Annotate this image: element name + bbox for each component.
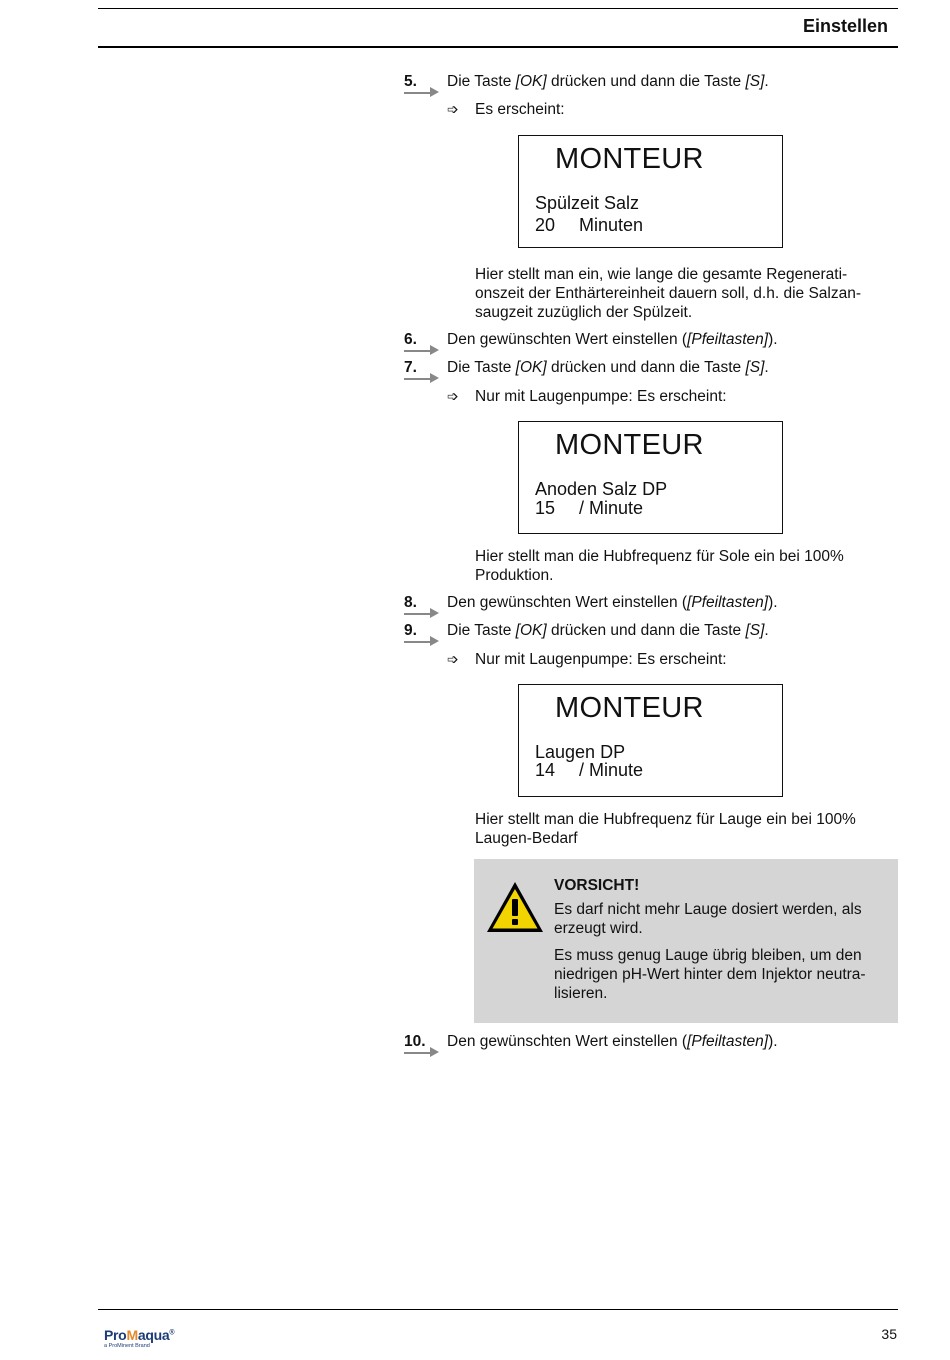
step-number: 9. bbox=[404, 622, 417, 639]
explanation-3 bbox=[475, 810, 895, 848]
step-underline bbox=[404, 1052, 430, 1054]
display-value: 14 bbox=[535, 760, 556, 780]
step-underline bbox=[404, 350, 430, 352]
text-line: erzeugt wird. bbox=[554, 920, 643, 937]
step-text: Den gewünschten Wert einstellen ([Pfeiltasten]). bbox=[447, 1033, 778, 1050]
display-value-line bbox=[535, 498, 644, 519]
step-text: Den gewünschten Wert einstellen ([Pfeiltasten]). bbox=[447, 331, 778, 348]
caution-box bbox=[474, 859, 898, 1023]
lcd-display-1 bbox=[518, 135, 783, 248]
text-line: Hier stellt man die Hubfrequenz für Lauge ein bei 100% bbox=[475, 811, 856, 828]
step-number: 7. bbox=[404, 359, 417, 376]
step-number: 6. bbox=[404, 331, 417, 348]
result-text: Nur mit Laugenpumpe: Es erscheint: bbox=[475, 388, 727, 405]
text-line: lisieren. bbox=[554, 985, 608, 1002]
display-unit: / Minute bbox=[579, 498, 644, 518]
text-line: Es muss genug Lauge übrig bleiben, um den bbox=[554, 947, 862, 964]
text-line: niedrigen pH-Wert hinter dem Injektor neutra- bbox=[554, 966, 866, 983]
result-arrow-icon: ➩ bbox=[447, 651, 459, 667]
step-number: 8. bbox=[404, 594, 417, 611]
section-title: Einstellen bbox=[802, 16, 888, 36]
header-bottom-rule bbox=[98, 46, 898, 48]
display-value: 15 bbox=[535, 498, 556, 518]
explanation-2 bbox=[475, 547, 895, 585]
display-title: MONTEUR bbox=[555, 429, 704, 461]
step-number: 10. bbox=[404, 1033, 426, 1050]
display-title: MONTEUR bbox=[555, 143, 704, 175]
step-arrow-icon bbox=[430, 373, 439, 383]
result-arrow-icon: ➩ bbox=[447, 101, 459, 117]
step-underline bbox=[404, 613, 430, 615]
step-text: Die Taste [OK] drücken und dann die Taste [S]. bbox=[447, 73, 769, 90]
logo-tagline: a ProMinent Brand bbox=[104, 1343, 150, 1349]
display-unit: Minuten bbox=[579, 215, 644, 235]
caution-text-1 bbox=[554, 900, 894, 938]
caution-heading: VORSICHT! bbox=[554, 877, 640, 894]
display-value-line bbox=[535, 215, 644, 236]
caution-text-2 bbox=[554, 946, 894, 1003]
page-number: 35 bbox=[881, 1326, 897, 1342]
display-value: 20 bbox=[535, 215, 556, 235]
text-line: Es darf nicht mehr Lauge dosiert werden, als bbox=[554, 901, 862, 918]
result-text: Es erscheint: bbox=[475, 101, 565, 118]
display-parameter: Anoden Salz DP bbox=[535, 479, 668, 499]
display-parameter: Spülzeit Salz bbox=[535, 193, 640, 213]
warning-triangle-icon bbox=[484, 879, 546, 935]
step-underline bbox=[404, 378, 430, 380]
display-title: MONTEUR bbox=[555, 692, 704, 724]
text-line: Hier stellt man ein, wie lange die gesamte Regenerati- bbox=[475, 266, 848, 283]
step-arrow-icon bbox=[430, 87, 439, 97]
header-top-rule bbox=[98, 8, 898, 9]
step-underline bbox=[404, 92, 430, 94]
step-arrow-icon bbox=[430, 636, 439, 646]
promaqua-logo bbox=[104, 1327, 194, 1353]
step-text: Die Taste [OK] drücken und dann die Taste [S]. bbox=[447, 359, 769, 376]
step-number: 5. bbox=[404, 73, 417, 90]
text-line: Produktion. bbox=[475, 567, 554, 584]
step-text: Die Taste [OK] drücken und dann die Taste [S]. bbox=[447, 622, 769, 639]
step-arrow-icon bbox=[430, 608, 439, 618]
logo-wordmark: ProMaqua® bbox=[104, 1327, 175, 1343]
result-arrow-icon: ➩ bbox=[447, 388, 459, 404]
footer-rule bbox=[98, 1309, 898, 1310]
text-line: saugzeit zuzüglich der Spülzeit. bbox=[475, 304, 693, 321]
text-line: Laugen-Bedarf bbox=[475, 830, 578, 847]
text-line: onszeit der Enthärtereinheit dauern soll, d.h. die Salzan- bbox=[475, 285, 862, 302]
display-value-line bbox=[535, 760, 644, 781]
explanation-1 bbox=[475, 265, 895, 322]
step-arrow-icon bbox=[430, 1047, 439, 1057]
step-arrow-icon bbox=[430, 345, 439, 355]
display-parameter: Laugen DP bbox=[535, 742, 626, 762]
result-text: Nur mit Laugenpumpe: Es erscheint: bbox=[475, 651, 727, 668]
step-underline bbox=[404, 641, 430, 643]
step-text: Den gewünschten Wert einstellen ([Pfeiltasten]). bbox=[447, 594, 778, 611]
lcd-display-2 bbox=[518, 421, 783, 534]
lcd-display-3 bbox=[518, 684, 783, 797]
text-line: Hier stellt man die Hubfrequenz für Sole ein bei 100% bbox=[475, 548, 844, 565]
display-unit: / Minute bbox=[579, 760, 644, 780]
